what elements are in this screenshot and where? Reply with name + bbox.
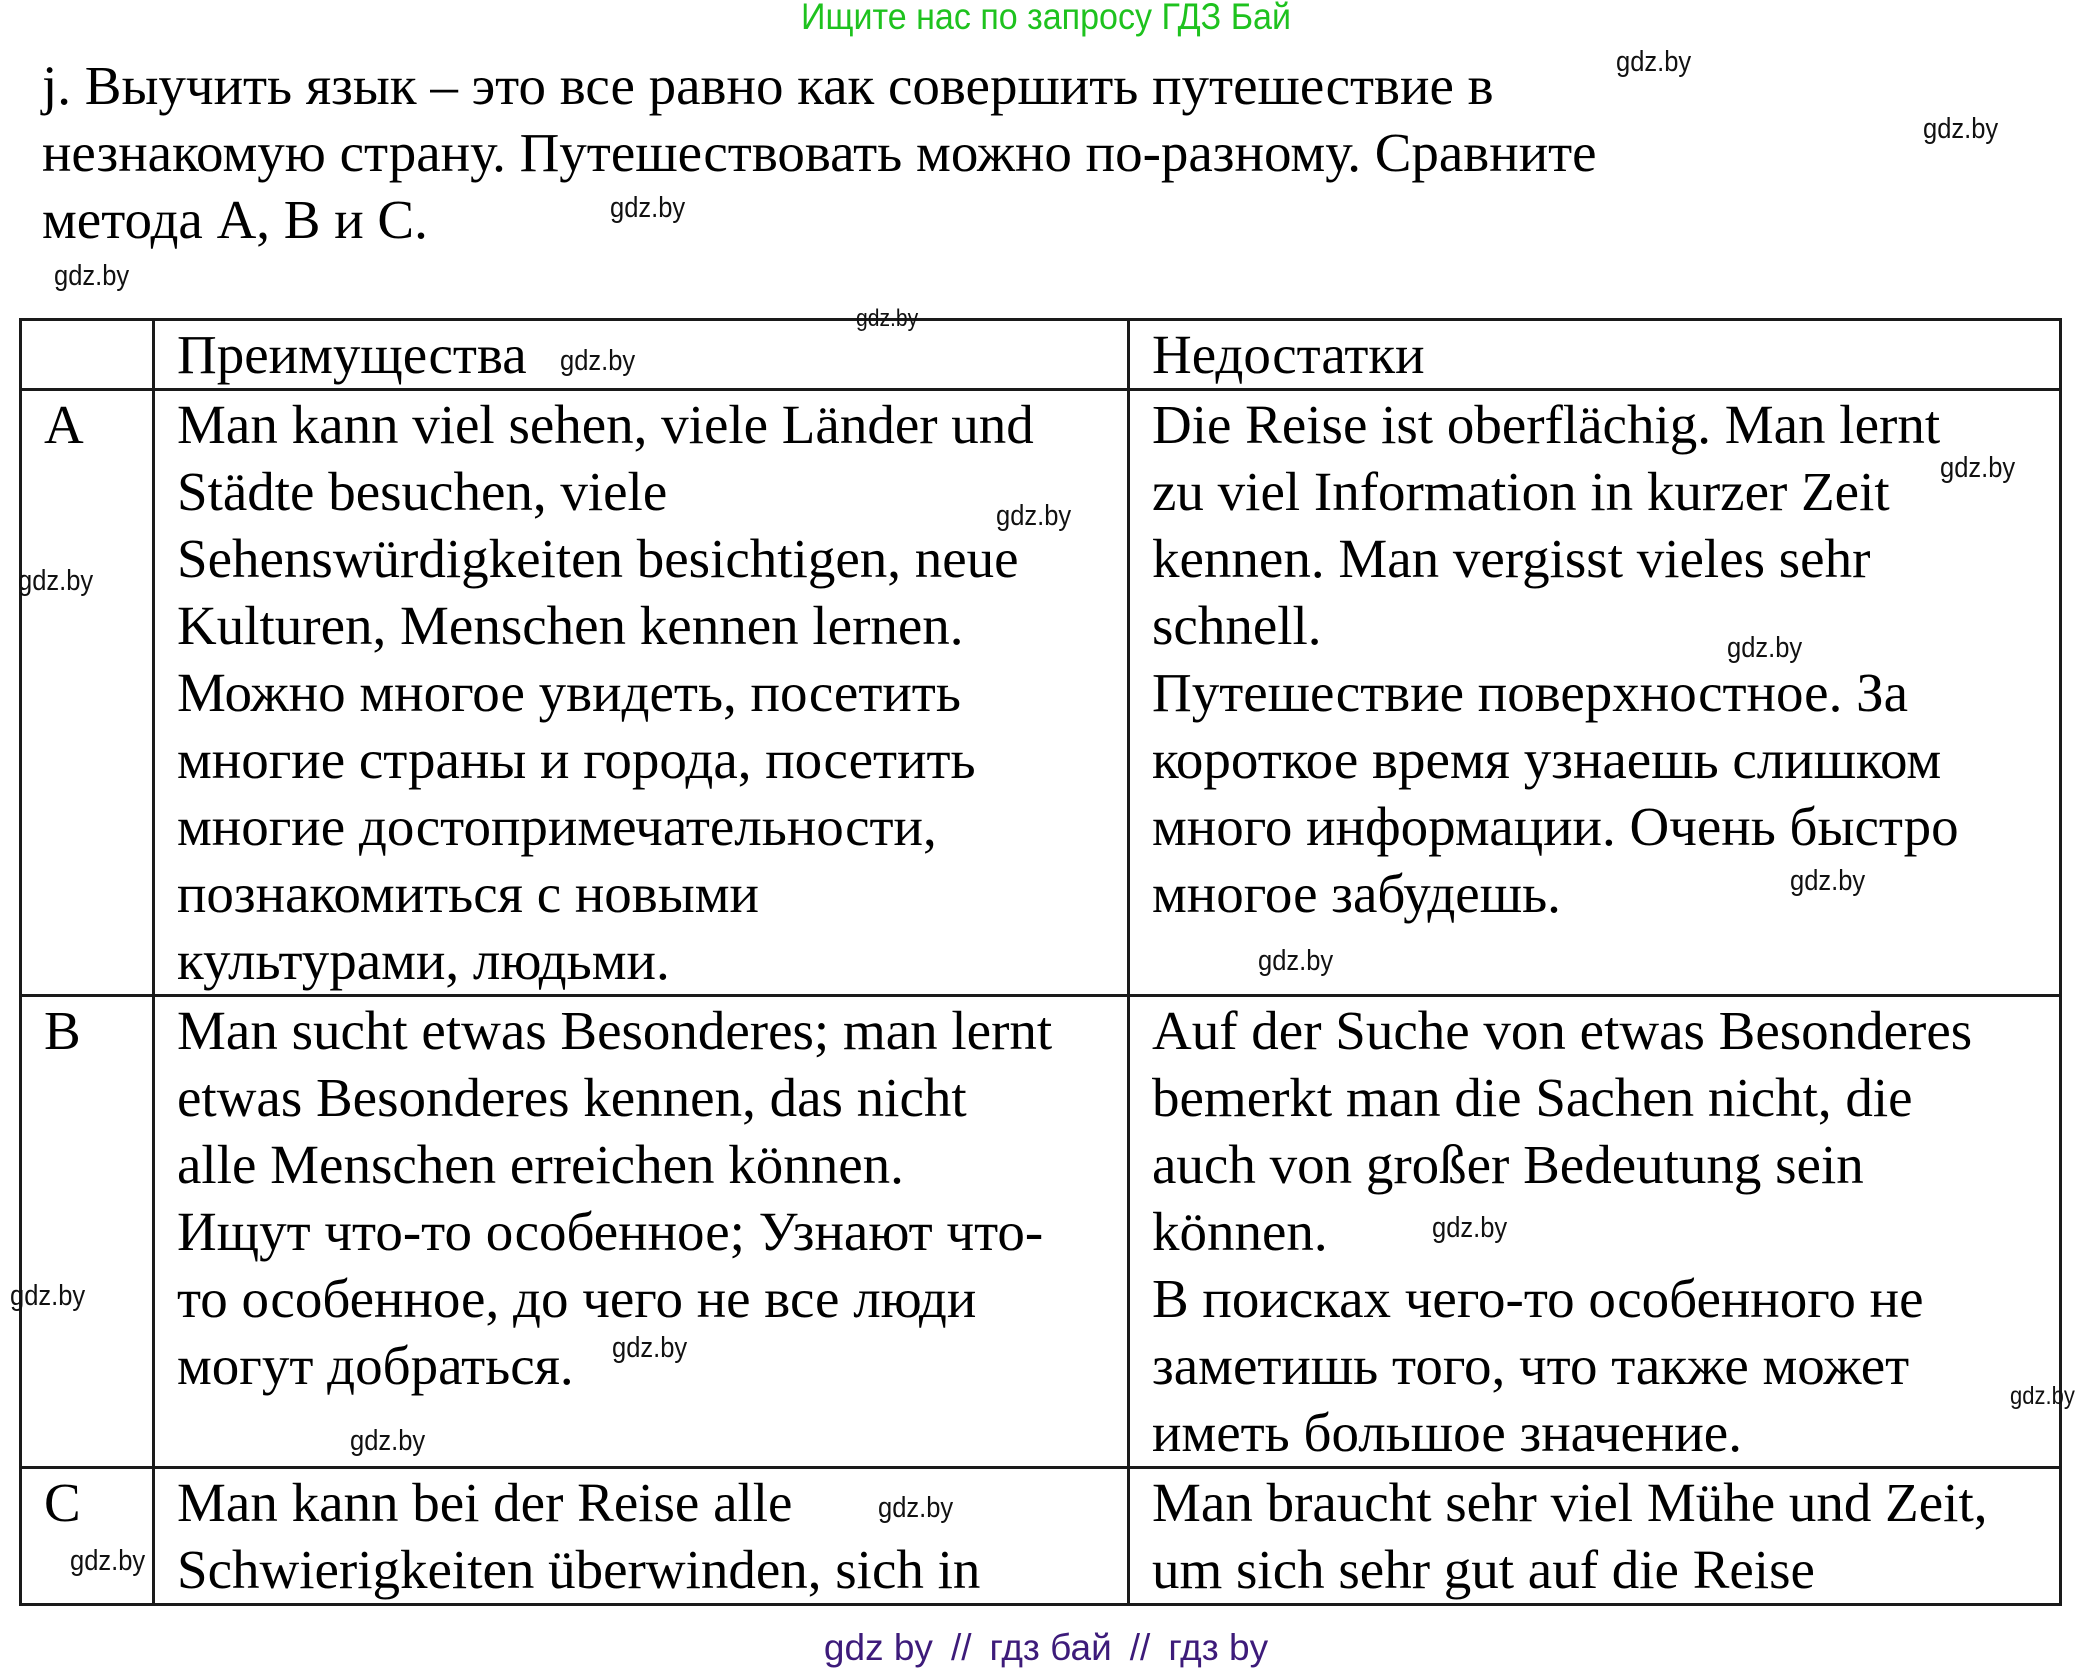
cell-line: Man kann viel sehen, viele Länder und xyxy=(177,394,1034,455)
watermark: gdz.by xyxy=(1727,632,1803,664)
disadvantages-cell xyxy=(1129,1468,2061,1605)
cell-line: alle Menschen erreichen können. xyxy=(177,1134,904,1195)
watermark: gdz.by xyxy=(1923,113,1999,145)
table-row xyxy=(21,390,2061,996)
cell-line: короткое время узнаешь слишком xyxy=(1152,729,1942,790)
cell-line: познакомиться с новыми xyxy=(177,863,759,924)
cell-line: um sich sehr gut auf die Reise xyxy=(1152,1539,1815,1600)
cell-line: Man sucht etwas Besonderes; man lernt xyxy=(177,1000,1053,1061)
watermark: gdz.by xyxy=(1616,46,1692,78)
cell-line: bemerkt man die Sachen nicht, die xyxy=(1152,1067,1913,1128)
watermark: gdz.by xyxy=(996,500,1072,532)
cell-line: то особенное, до чего не все люди xyxy=(177,1268,977,1329)
cell-line: Ищут что-то особенное; Узнают что- xyxy=(177,1201,1044,1262)
cell-line: Die Reise ist oberflächig. Man lernt xyxy=(1152,394,1941,455)
cell-line: Auf der Suche von etwas Besonderes xyxy=(1152,1000,1973,1061)
cell-line: auch von großer Bedeutung sein xyxy=(1152,1134,1864,1195)
advantages-cell xyxy=(154,1468,1129,1605)
watermark: gdz.by xyxy=(856,305,919,332)
footer-link-gdz-by-cyr[interactable]: гдз by xyxy=(1168,1627,1269,1668)
header-label-cell xyxy=(21,320,154,390)
row-label: C xyxy=(21,1468,154,1605)
table-header-row xyxy=(21,320,2061,390)
watermark: gdz.by xyxy=(610,192,686,224)
watermark: gdz.by xyxy=(1940,452,2016,484)
cell-line: многие страны и города, посетить xyxy=(177,729,976,790)
cell-line: Sehenswürdigkeiten besichtigen, neue xyxy=(177,528,1019,589)
cell-line: schnell. xyxy=(1152,595,1322,656)
cell-line: многие достопримечательности, xyxy=(177,796,937,857)
table-row xyxy=(21,996,2061,1468)
cell-line: В поисках чего-то особенного не xyxy=(1152,1268,1924,1329)
cell-line: многое забудешь. xyxy=(1152,863,1561,924)
cell-line: Schwierigkeiten überwinden, sich in xyxy=(177,1539,981,1600)
task-line: незнакомую страну. Путешествовать можно по-разному. Сравните xyxy=(42,122,1597,183)
watermark: gdz.by xyxy=(10,1280,86,1312)
watermark: gdz.by xyxy=(2010,1382,2075,1410)
cell-line: много информации. Очень быстро xyxy=(1152,796,1959,857)
watermark: gdz.by xyxy=(54,260,130,292)
disadvantages-cell xyxy=(1129,390,2061,996)
row-label: A xyxy=(21,390,154,996)
cell-line: Можно многое увидеть, посетить xyxy=(177,662,961,723)
advantages-cell xyxy=(154,390,1129,996)
watermark: gdz.by xyxy=(1258,945,1334,977)
footer-link-gdz-bai[interactable]: гдз бай xyxy=(989,1627,1112,1668)
cell-line: kennen. Man vergisst vieles sehr xyxy=(1152,528,1871,589)
cell-line: Man braucht sehr viel Mühe und Zeit, xyxy=(1152,1472,1988,1533)
watermark: gdz.by xyxy=(18,565,94,597)
footer-link-gdz-by[interactable]: gdz by xyxy=(823,1627,933,1668)
cell-line: Путешествие поверхностное. За xyxy=(1152,662,1909,723)
header-advantages: Преимущества xyxy=(154,320,1129,390)
footer-links xyxy=(0,1627,2092,1669)
search-banner: Ищите нас по запросу ГДЗ Бай xyxy=(801,0,1291,37)
cell-line: могут добраться. xyxy=(177,1335,574,1396)
cell-line: etwas Besonderes kennen, das nicht xyxy=(177,1067,967,1128)
disadvantages-cell xyxy=(1129,996,2061,1468)
task-line: метода A, B и C. xyxy=(42,189,428,250)
watermark: gdz.by xyxy=(70,1545,146,1577)
watermark: gdz.by xyxy=(1432,1212,1508,1244)
task-line: j. Выучить язык – это все равно как совершить путешествие в xyxy=(42,55,1494,116)
watermark: gdz.by xyxy=(878,1492,954,1524)
advantages-cell xyxy=(154,996,1129,1468)
watermark: gdz.by xyxy=(1790,865,1866,897)
cell-line: können. xyxy=(1152,1201,1328,1262)
watermark: gdz.by xyxy=(612,1332,688,1364)
table-row xyxy=(21,1468,2061,1605)
cell-line: иметь большое значение. xyxy=(1152,1402,1742,1463)
task-text xyxy=(42,52,1762,253)
cell-line: Man kann bei der Reise alle xyxy=(177,1472,793,1533)
footer-separator: // xyxy=(950,1627,972,1668)
cell-line: Städte besuchen, viele xyxy=(177,461,668,522)
row-label: B xyxy=(21,996,154,1468)
cell-line: культурами, людьми. xyxy=(177,930,670,991)
watermark: gdz.by xyxy=(350,1425,426,1457)
cell-line: Kulturen, Menschen kennen lernen. xyxy=(177,595,964,656)
header-disadvantages: Недостатки xyxy=(1129,320,2061,390)
cell-line: заметишь того, что также может xyxy=(1152,1335,1910,1396)
cell-line: zu viel Information in kurzer Zeit xyxy=(1152,461,1890,522)
watermark: gdz.by xyxy=(560,345,636,377)
footer-separator: // xyxy=(1129,1627,1151,1668)
